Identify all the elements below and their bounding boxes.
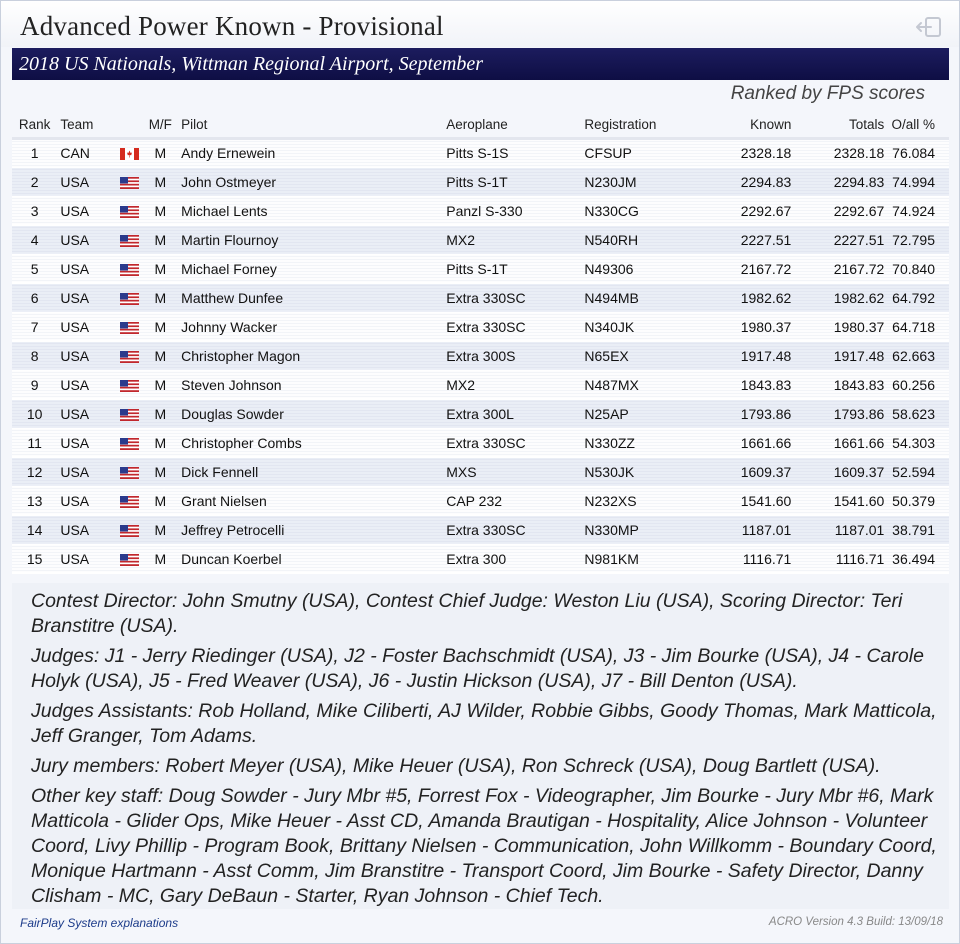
- column-header-rank: Rank: [12, 110, 57, 138]
- gender-cell: M: [145, 225, 175, 254]
- registration-cell: N494MB: [584, 283, 692, 312]
- table-row: [12, 283, 949, 312]
- title-bar: [1, 1, 959, 47]
- usa-flag-icon: [120, 235, 139, 247]
- flag-cell: [122, 428, 146, 457]
- rank-cell: 15: [12, 544, 57, 573]
- rank-cell: 5: [12, 254, 57, 283]
- registration-cell: N330ZZ: [584, 428, 692, 457]
- table-row: [12, 341, 949, 370]
- usa-flag-icon: [120, 322, 139, 334]
- event-subtitle: 2018 US Nationals, Wittman Regional Airport, September: [19, 53, 484, 75]
- team-cell: USA: [57, 428, 121, 457]
- overall-percent-cell: 76.084: [884, 138, 949, 167]
- pilot-cell: Christopher Magon: [175, 341, 446, 370]
- table-row: [12, 515, 949, 544]
- gender-cell: M: [145, 341, 175, 370]
- flag-cell: [122, 167, 146, 196]
- table-row: [12, 138, 949, 167]
- team-cell: USA: [57, 457, 121, 486]
- aeroplane-cell: Extra 330SC: [446, 515, 584, 544]
- known-score-cell: 2167.72: [693, 254, 792, 283]
- team-cell: USA: [57, 167, 121, 196]
- team-cell: USA: [57, 370, 121, 399]
- canada-flag-icon: [120, 148, 139, 160]
- team-cell: USA: [57, 341, 121, 370]
- table-row: [12, 486, 949, 515]
- pilot-cell: Douglas Sowder: [175, 399, 446, 428]
- page-title: Advanced Power Known - Provisional: [20, 11, 444, 41]
- pilot-cell: John Ostmeyer: [175, 167, 446, 196]
- pilot-cell: Johnny Wacker: [175, 312, 446, 341]
- registration-cell: N340JK: [584, 312, 692, 341]
- rank-cell: 12: [12, 457, 57, 486]
- rank-cell: 6: [12, 283, 57, 312]
- table-row: [12, 457, 949, 486]
- aeroplane-cell: MX2: [446, 370, 584, 399]
- team-cell: USA: [57, 254, 121, 283]
- registration-cell: N25AP: [584, 399, 692, 428]
- pilot-cell: Matthew Dunfee: [175, 283, 446, 312]
- known-score-cell: 1982.62: [693, 283, 792, 312]
- registration-cell: N330CG: [584, 196, 692, 225]
- pilot-cell: Steven Johnson: [175, 370, 446, 399]
- table-header-row: [12, 110, 949, 138]
- known-score-cell: 1843.83: [693, 370, 792, 399]
- pilot-cell: Michael Lents: [175, 196, 446, 225]
- rank-cell: 11: [12, 428, 57, 457]
- gender-cell: M: [145, 167, 175, 196]
- column-header-aeroplane: Aeroplane: [446, 110, 584, 138]
- usa-flag-icon: [120, 438, 139, 450]
- known-score-cell: 2294.83: [693, 167, 792, 196]
- key-staff-note: Other key staff: Doug Sowder - Jury Mbr #5, Forrest Fox - Videographer, Jim Bourke - Jury Mbr #6, Mark Matticola - Glider Ops, Mike Heuer - Asst CD, Amanda Brautigan - Hospitality, Alice Johnson - Volunteer Coord, Livy Phillip - Program Book, Brittany Nielsen - Communication, John Willkomm - Boundary Coord, Monique Hartmann - Asst Comm, Jim Branstitre - Transport Coord, Jim Bourke - Safety Director, Danny Clisham - MC, Gary DeBaun - Starter, Ryan Johnson - Chief Tech.: [31, 785, 937, 907]
- aeroplane-cell: Pitts S-1T: [446, 167, 584, 196]
- aeroplane-cell: MXS: [446, 457, 584, 486]
- totals-cell: 1116.71: [791, 544, 884, 573]
- rank-cell: 10: [12, 399, 57, 428]
- flag-cell: [122, 399, 146, 428]
- flag-cell: [122, 225, 146, 254]
- exit-icon[interactable]: [915, 16, 943, 38]
- pilot-cell: Michael Forney: [175, 254, 446, 283]
- usa-flag-icon: [120, 467, 139, 479]
- registration-cell: N981KM: [584, 544, 692, 573]
- gender-cell: M: [145, 312, 175, 341]
- overall-percent-cell: 38.791: [884, 515, 949, 544]
- usa-flag-icon: [120, 351, 139, 363]
- known-score-cell: 2328.18: [693, 138, 792, 167]
- jury-members-note: Jury members: Robert Meyer (USA), Mike Heuer (USA), Ron Schreck (USA), Doug Bartlett (USA).: [31, 755, 881, 777]
- rank-cell: 8: [12, 341, 57, 370]
- flag-cell: [122, 370, 146, 399]
- totals-cell: 2328.18: [791, 138, 884, 167]
- totals-cell: 2227.51: [791, 225, 884, 254]
- overall-percent-cell: 60.256: [884, 370, 949, 399]
- overall-percent-cell: 50.379: [884, 486, 949, 515]
- registration-cell: N65EX: [584, 341, 692, 370]
- pilot-cell: Christopher Combs: [175, 428, 446, 457]
- gender-cell: M: [145, 428, 175, 457]
- ranked-by-label: Ranked by FPS scores: [730, 83, 925, 104]
- known-score-cell: 1793.86: [693, 399, 792, 428]
- judges-note: Judges: J1 - Jerry Riedinger (USA), J2 - Foster Bachschmidt (USA), J3 - Jim Bourke (USA), J4 - Carole Holyk (USA), J5 - Fred Weaver (USA), J6 - Justin Hickson (USA), J7 - Bill Denton (USA).: [31, 645, 924, 692]
- flag-cell: [122, 312, 146, 341]
- known-score-cell: 1187.01: [693, 515, 792, 544]
- gender-cell: M: [145, 283, 175, 312]
- team-cell: USA: [57, 486, 121, 515]
- rank-cell: 3: [12, 196, 57, 225]
- team-cell: USA: [57, 312, 121, 341]
- overall-percent-cell: 62.663: [884, 341, 949, 370]
- flag-cell: [122, 341, 146, 370]
- team-cell: USA: [57, 283, 121, 312]
- overall-percent-cell: 70.840: [884, 254, 949, 283]
- gender-cell: M: [145, 196, 175, 225]
- usa-flag-icon: [120, 525, 139, 537]
- totals-cell: 2167.72: [791, 254, 884, 283]
- known-score-cell: 1980.37: [693, 312, 792, 341]
- known-score-cell: 1116.71: [693, 544, 792, 573]
- flag-cell: [122, 486, 146, 515]
- registration-cell: N330MP: [584, 515, 692, 544]
- table-row: [12, 254, 949, 283]
- aeroplane-cell: CAP 232: [446, 486, 584, 515]
- rank-cell: 2: [12, 167, 57, 196]
- column-header-pilot: Pilot: [175, 110, 446, 138]
- aeroplane-cell: Extra 330SC: [446, 428, 584, 457]
- subtitle-bar: [12, 48, 949, 80]
- flag-cell: [122, 138, 146, 167]
- pilot-cell: Andy Ernewein: [175, 138, 446, 167]
- registration-cell: N487MX: [584, 370, 692, 399]
- known-score-cell: 2227.51: [693, 225, 792, 254]
- overall-percent-cell: 36.494: [884, 544, 949, 573]
- registration-cell: N232XS: [584, 486, 692, 515]
- known-score-cell: 1917.48: [693, 341, 792, 370]
- rank-cell: 1: [12, 138, 57, 167]
- aeroplane-cell: Pitts S-1S: [446, 138, 584, 167]
- totals-cell: 1609.37: [791, 457, 884, 486]
- gender-cell: M: [145, 486, 175, 515]
- pilot-cell: Martin Flournoy: [175, 225, 446, 254]
- rank-cell: 4: [12, 225, 57, 254]
- known-score-cell: 1661.66: [693, 428, 792, 457]
- overall-percent-cell: 52.594: [884, 457, 949, 486]
- aeroplane-cell: Extra 330SC: [446, 283, 584, 312]
- pilot-cell: Duncan Koerbel: [175, 544, 446, 573]
- column-header-overall: O/all %: [884, 110, 949, 138]
- registration-cell: CFSUP: [584, 138, 692, 167]
- totals-cell: 1187.01: [791, 515, 884, 544]
- overall-percent-cell: 54.303: [884, 428, 949, 457]
- column-header-mf: M/F: [145, 110, 175, 138]
- usa-flag-icon: [120, 177, 139, 189]
- gender-cell: M: [145, 457, 175, 486]
- table-row: [12, 196, 949, 225]
- table-row: [12, 544, 949, 573]
- aeroplane-cell: Pitts S-1T: [446, 254, 584, 283]
- column-header-known: Known: [693, 110, 792, 138]
- overall-percent-cell: 58.623: [884, 399, 949, 428]
- team-cell: CAN: [57, 138, 121, 167]
- table-row: [12, 312, 949, 341]
- aeroplane-cell: Panzl S-330: [446, 196, 584, 225]
- usa-flag-icon: [120, 409, 139, 421]
- totals-cell: 1793.86: [791, 399, 884, 428]
- table-row: [12, 167, 949, 196]
- flag-cell: [122, 457, 146, 486]
- rank-cell: 7: [12, 312, 57, 341]
- rank-cell: 13: [12, 486, 57, 515]
- version-label: ACRO Version 4.3 Build: 13/09/18: [768, 916, 943, 928]
- usa-flag-icon: [120, 206, 139, 218]
- totals-cell: 2294.83: [791, 167, 884, 196]
- gender-cell: M: [145, 138, 175, 167]
- usa-flag-icon: [120, 380, 139, 392]
- table-row: [12, 428, 949, 457]
- registration-cell: N49306: [584, 254, 692, 283]
- aeroplane-cell: Extra 330SC: [446, 312, 584, 341]
- overall-percent-cell: 74.994: [884, 167, 949, 196]
- team-cell: USA: [57, 196, 121, 225]
- rank-cell: 14: [12, 515, 57, 544]
- overall-percent-cell: 64.792: [884, 283, 949, 312]
- usa-flag-icon: [120, 554, 139, 566]
- gender-cell: M: [145, 254, 175, 283]
- results-body: [12, 138, 949, 573]
- pilot-cell: Dick Fennell: [175, 457, 446, 486]
- officials-notes: [12, 583, 949, 909]
- column-header-registration: Registration: [584, 110, 692, 138]
- rank-cell: 9: [12, 370, 57, 399]
- table-row: [12, 225, 949, 254]
- registration-cell: N530JK: [584, 457, 692, 486]
- totals-cell: 1980.37: [791, 312, 884, 341]
- pilot-cell: Jeffrey Petrocelli: [175, 515, 446, 544]
- results-table: [12, 110, 949, 574]
- totals-cell: 1982.62: [791, 283, 884, 312]
- aeroplane-cell: Extra 300L: [446, 399, 584, 428]
- gender-cell: M: [145, 370, 175, 399]
- flag-cell: [122, 515, 146, 544]
- team-cell: USA: [57, 225, 121, 254]
- overall-percent-cell: 72.795: [884, 225, 949, 254]
- gender-cell: M: [145, 544, 175, 573]
- gender-cell: M: [145, 515, 175, 544]
- pilot-cell: Grant Nielsen: [175, 486, 446, 515]
- overall-percent-cell: 64.718: [884, 312, 949, 341]
- totals-cell: 1843.83: [791, 370, 884, 399]
- aeroplane-cell: Extra 300: [446, 544, 584, 573]
- usa-flag-icon: [120, 293, 139, 305]
- team-cell: USA: [57, 399, 121, 428]
- table-row: [12, 399, 949, 428]
- totals-cell: 2292.67: [791, 196, 884, 225]
- totals-cell: 1917.48: [791, 341, 884, 370]
- fairplay-explanations-link[interactable]: FairPlay System explanations: [20, 916, 179, 930]
- totals-cell: 1661.66: [791, 428, 884, 457]
- known-score-cell: 2292.67: [693, 196, 792, 225]
- column-header-team: Team: [57, 110, 145, 138]
- aeroplane-cell: MX2: [446, 225, 584, 254]
- usa-flag-icon: [120, 264, 139, 276]
- gender-cell: M: [145, 399, 175, 428]
- team-cell: USA: [57, 544, 121, 573]
- registration-cell: N230JM: [584, 167, 692, 196]
- flag-cell: [122, 196, 146, 225]
- usa-flag-icon: [120, 496, 139, 508]
- judges-assistants-note: Judges Assistants: Rob Holland, Mike Ciliberti, AJ Wilder, Robbie Gibbs, Goody Thomas, Mark Matticola, Jeff Granger, Tom Adams.: [31, 700, 937, 747]
- registration-cell: N540RH: [584, 225, 692, 254]
- table-row: [12, 370, 949, 399]
- totals-cell: 1541.60: [791, 486, 884, 515]
- team-cell: USA: [57, 515, 121, 544]
- known-score-cell: 1541.60: [693, 486, 792, 515]
- flag-cell: [122, 283, 146, 312]
- flag-cell: [122, 254, 146, 283]
- contest-officials-note: Contest Director: John Smutny (USA), Contest Chief Judge: Weston Liu (USA), Scoring Director: Teri Branstitre (USA).: [31, 590, 903, 637]
- column-header-totals: Totals: [791, 110, 884, 138]
- flag-cell: [122, 544, 146, 573]
- known-score-cell: 1609.37: [693, 457, 792, 486]
- aeroplane-cell: Extra 300S: [446, 341, 584, 370]
- overall-percent-cell: 74.924: [884, 196, 949, 225]
